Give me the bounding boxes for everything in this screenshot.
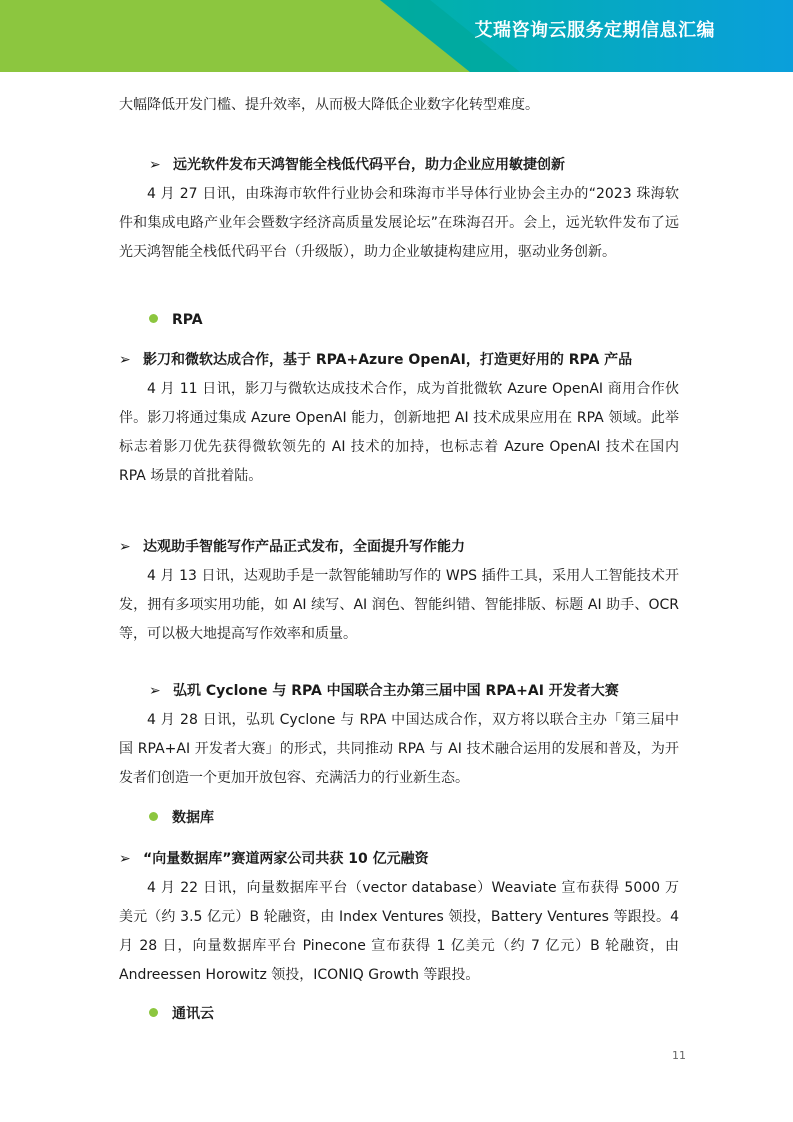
arrow-bullet-icon: ➢ xyxy=(119,851,131,867)
paragraph-rpa-2: 4 月 13 日讯，达观助手是一款智能辅助写作的 WPS 插件工具，采用人工智能技术开发，拥有多项实用功能，如 AI 续写、AI 润色、智能纠错、智能排版、标题 AI 助手、OCR 等，可以极大地提高写作效率和质量。 xyxy=(119,568,679,642)
arrow-bullet-icon: ➢ xyxy=(149,157,161,173)
paragraph-rpa-1: 4 月 11 日讯，影刀与微软达成技术合作，成为首批微软 Azure OpenAI 商用合作伙伴。影刀将通过集成 Azure OpenAI 能力，创新地把 AI 技术成果应用在 RPA 领域。此举标志着影刀优先获得微软领先的 AI 技术的加持，也标志着 Azure OpenAI 技术在国内 RPA 场景的首批着陆。 xyxy=(119,381,679,484)
header-title: 艾瑞咨询云服务定期信息汇编 xyxy=(474,20,715,41)
category-database: 数据库 xyxy=(149,808,214,828)
heading-lowcode xyxy=(149,155,565,175)
heading-rpa-1 xyxy=(119,350,632,370)
page-number: 11 xyxy=(672,1049,686,1062)
heading-db-1 xyxy=(119,849,429,869)
category-communication-cloud: 通讯云 xyxy=(149,1004,214,1024)
arrow-bullet-icon: ➢ xyxy=(119,539,131,555)
green-dot-icon xyxy=(149,314,158,323)
intro-line: 大幅降低开发门槛、提升效率，从而极大降低企业数字化转型难度。 xyxy=(119,97,539,113)
paragraph-db-1: 4 月 22 日讯，向量数据库平台（vector database）Weaviate 宣布获得 5000 万美元（约 3.5 亿元）B 轮融资，由 Index Ventures 领投，Battery Ventures 等跟投。4 月 28 日，向量数据库平台 Pinecone 宣布获得 1 亿美元（约 7 亿元）B 轮融资，由 Andreessen Horowitz 领投，ICONIQ Growth 等跟投。 xyxy=(119,880,679,983)
paragraph-lowcode: 4 月 27 日讯，由珠海市软件行业协会和珠海市半导体行业协会主办的“2023 珠海软件和集成电路产业年会暨数字经济高质量发展论坛”在珠海召开。会上，远光软件发布了远光天鸿智能全栈低代码平台（升级版），助力企业敏捷构建应用，驱动业务创新。 xyxy=(119,186,679,260)
heading-rpa-2 xyxy=(119,537,465,557)
heading-text: “向量数据库”赛道两家公司共获 10 亿元融资 xyxy=(143,851,429,867)
heading-text: 弘玑 Cyclone 与 RPA 中国联合主办第三届中国 RPA+AI 开发者大赛 xyxy=(173,683,619,699)
category-rpa: RPA xyxy=(149,310,203,330)
arrow-bullet-icon: ➢ xyxy=(149,683,161,699)
green-dot-icon xyxy=(149,812,158,821)
paragraph-rpa-3: 4 月 28 日讯，弘玑 Cyclone 与 RPA 中国达成合作，双方将以联合主办「第三届中国 RPA+AI 开发者大赛」的形式，共同推动 RPA 与 AI 技术融合运用的发展和普及，为开发者们创造一个更加开放包容、充满活力的行业新生态。 xyxy=(119,712,679,786)
heading-text: 达观助手智能写作产品正式发布，全面提升写作能力 xyxy=(143,539,465,555)
heading-text: 远光软件发布天鸿智能全栈低代码平台，助力企业应用敏捷创新 xyxy=(173,157,565,173)
heading-rpa-3 xyxy=(149,681,619,701)
arrow-bullet-icon: ➢ xyxy=(119,352,131,368)
heading-text: 影刀和微软达成合作，基于 RPA+Azure OpenAI，打造更好用的 RPA 产品 xyxy=(143,352,633,368)
green-dot-icon xyxy=(149,1008,158,1017)
